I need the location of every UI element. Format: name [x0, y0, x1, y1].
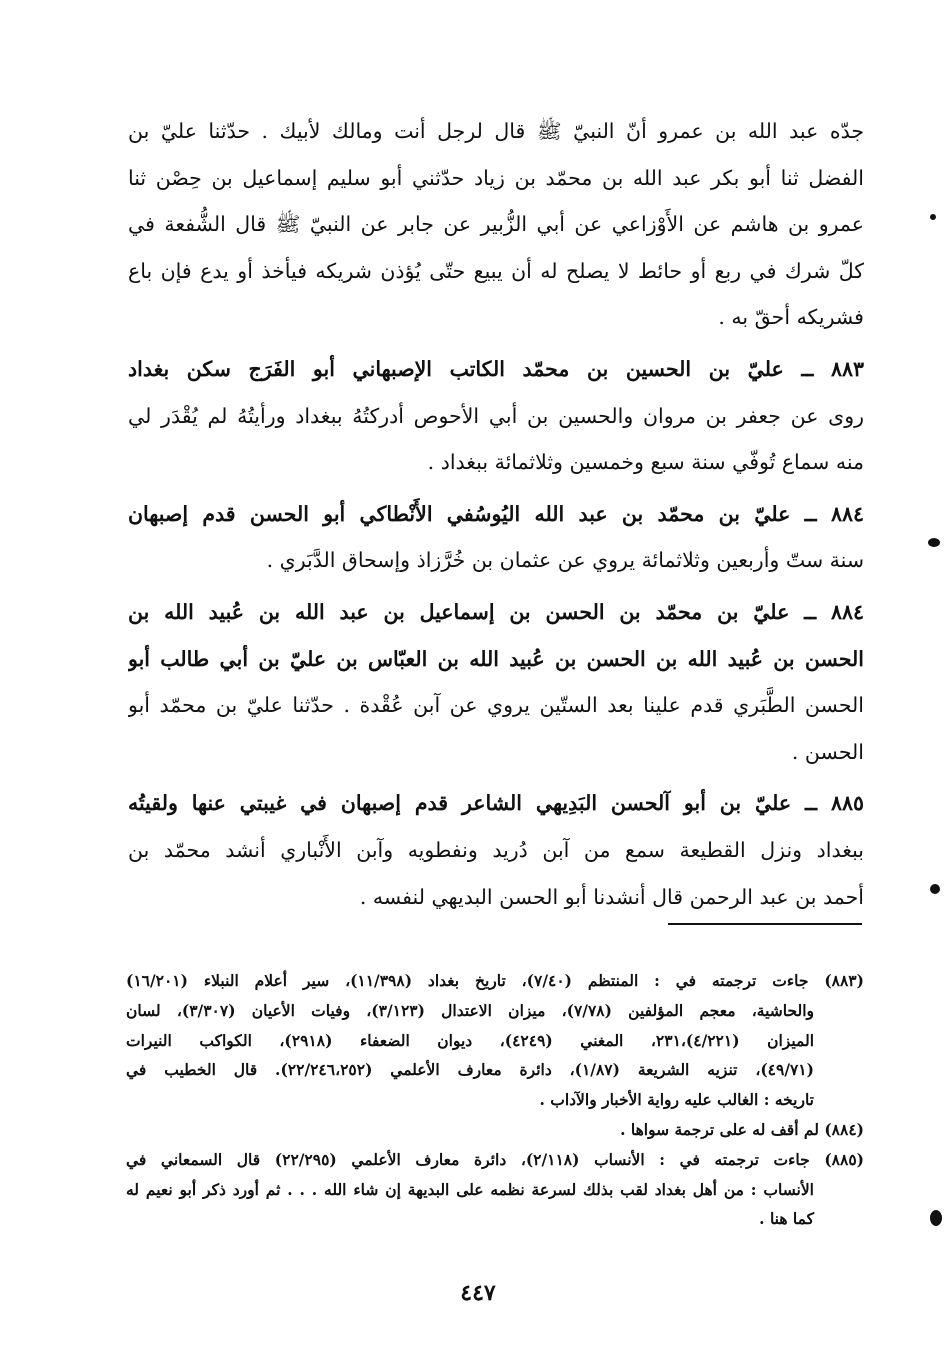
text-line: روى عن جعفر بن مروان والحسين بن أبي الأحوص أدركتُهُ ببغداد ورأيتُهُ لم يُقْدَر لي — [128, 403, 864, 428]
entry-884-a — [128, 491, 864, 584]
text-line: ببغداد ونزل القطيعة سمع من آبن دُريد ونفطويه وآبن الأَنْباري أنشد محمّد بن — [128, 837, 864, 862]
entry-heading-line: ٨٨٥ ــ عليّ بن أبو آلحسن البَدِيهي الشاعر قدم إصبهان في غيبتي عنها ولقيتُه — [128, 791, 864, 816]
text-line: فشريكه أحقّ به . — [718, 305, 864, 330]
text-line: الفضل ثنا أبو بكر عبد الله بن محمّد بن زياد حدّثني أبو سليم إسماعيل بن حِصْن ثنا — [128, 165, 864, 190]
text-line: الحسن . — [791, 739, 864, 764]
entry-heading-line: ٨٨٤ ــ عليّ بن محمّد بن الحسن بن إسماعيل بن عبد الله بن عُبيد الله بن — [128, 599, 864, 624]
footnote-883 — [126, 966, 864, 1115]
text-line: منه سماع تُوفّي سنة سبع وخمسين وثلاثمائة ببغداد . — [427, 450, 864, 475]
entry-883 — [128, 346, 864, 486]
entry-heading-line: الحسن بن عُبيد الله بن الحسن بن عُبيد الله بن العبّاس بن عليّ بن أبي طالب أبو — [128, 646, 864, 671]
text-line: جدّه عبد الله بن عمرو أنّ النبيّ ﷺ قال لرجل أنت ومالك لأبيك . حدّثنا عليّ بن — [128, 119, 864, 143]
footnote-line: تاريخه : الغالب عليه رواية الأخبار والآداب . — [539, 1090, 814, 1110]
footnote-line: الأنساب : من أهل بغداد لقب بذلك لسرعة نظمه على البديهة إن شاء الله . . . ثم أورد ذكر أبو نعيم له — [126, 1179, 814, 1199]
footnote-line: والحاشية، معجم المؤلفين (٧/٧٨)، ميزان الاعتدال (٣/١٢٣)، وفيات الأعيان (٣/٣٠٧)، لسان — [126, 1000, 814, 1020]
text-line: عمرو بن هاشم عن الأَوْزاعي عن أبي الزُّبير عن جابر عن النبيّ ﷺ قال الشُّفعة في — [128, 212, 864, 237]
text-line: الحسن الطَّبَري قدم علينا بعد الستّين يروي عن آبن عُقْدة . حدّثنا عليّ بن محمّد أبو — [128, 693, 864, 718]
scan-mark — [928, 538, 940, 547]
footnote-line: (٤٩/٧١)، تنزيه الشريعة (١/٨٧)، دائرة معارف الأعلمي (٢٢/٢٤٦،٢٥٢). قال الخطيب في — [126, 1060, 814, 1080]
footnote-line: كما هنا . — [759, 1209, 814, 1229]
entry-885 — [128, 780, 864, 920]
footnote-885 — [126, 1145, 864, 1234]
text-line: كلّ شرك في ربع أو حائط لا يصلح له أن يبيع حتّى يُؤذن شريكه فيأخذ أو يدع فإن باع — [128, 258, 864, 283]
page-number: ٤٤٧ — [460, 1280, 496, 1306]
footnotes — [126, 966, 864, 1234]
footnote-line: الميزان (٤/٢٢١)،٢٣١، المغني (٤٢٤٩)، ديوان الضعفاء (٢٩١٨)، الكواكب النيرات — [126, 1030, 815, 1050]
scan-mark — [930, 214, 936, 220]
main-text — [128, 108, 864, 920]
footnote-line: (٨٨٤) لم أقف له على ترجمة سواها . — [620, 1119, 864, 1139]
entry-heading-line: ٨٨٣ ــ عليّ بن الحسين بن محمّد الكاتب الإصبهاني أبو الفَرَج سكن بغداد — [128, 356, 864, 381]
footnote-line: (٨٨٣) جاءت ترجمته في : المنتظم (٧/٤٠)، تاريخ بغداد (١١/٣٩٨)، سير أعلام النبلاء (١٦/٢٠١) — [126, 971, 864, 990]
footnote-divider — [668, 923, 862, 925]
text-line: أحمد بن عبد الرحمن قال أنشدنا أبو الحسن البديهي لنفسه . — [359, 884, 864, 909]
text-line: سنة ستّ وأربعين وثلاثمائة يروي عن عثمان بن خُرَّزاذ وإسحاق الدَّبَري . — [266, 548, 864, 573]
scan-mark — [930, 884, 940, 894]
paragraph-continuation — [128, 108, 864, 341]
entry-884-b — [128, 589, 864, 775]
scan-mark — [930, 1210, 942, 1226]
entry-heading-line: ٨٨٤ ــ عليّ بن محمّد بن عبد الله اليُوسُفي الأَنْطاكي أبو الحسن قدم إصبهان — [128, 501, 864, 526]
footnote-884 — [126, 1115, 864, 1145]
footnote-line: (٨٨٥) جاءت ترجمته في : الأنساب (٢/١١٨)، دائرة معارف الأعلمي (٢٢/٢٩٥) قال السمعاني في — [126, 1149, 864, 1169]
